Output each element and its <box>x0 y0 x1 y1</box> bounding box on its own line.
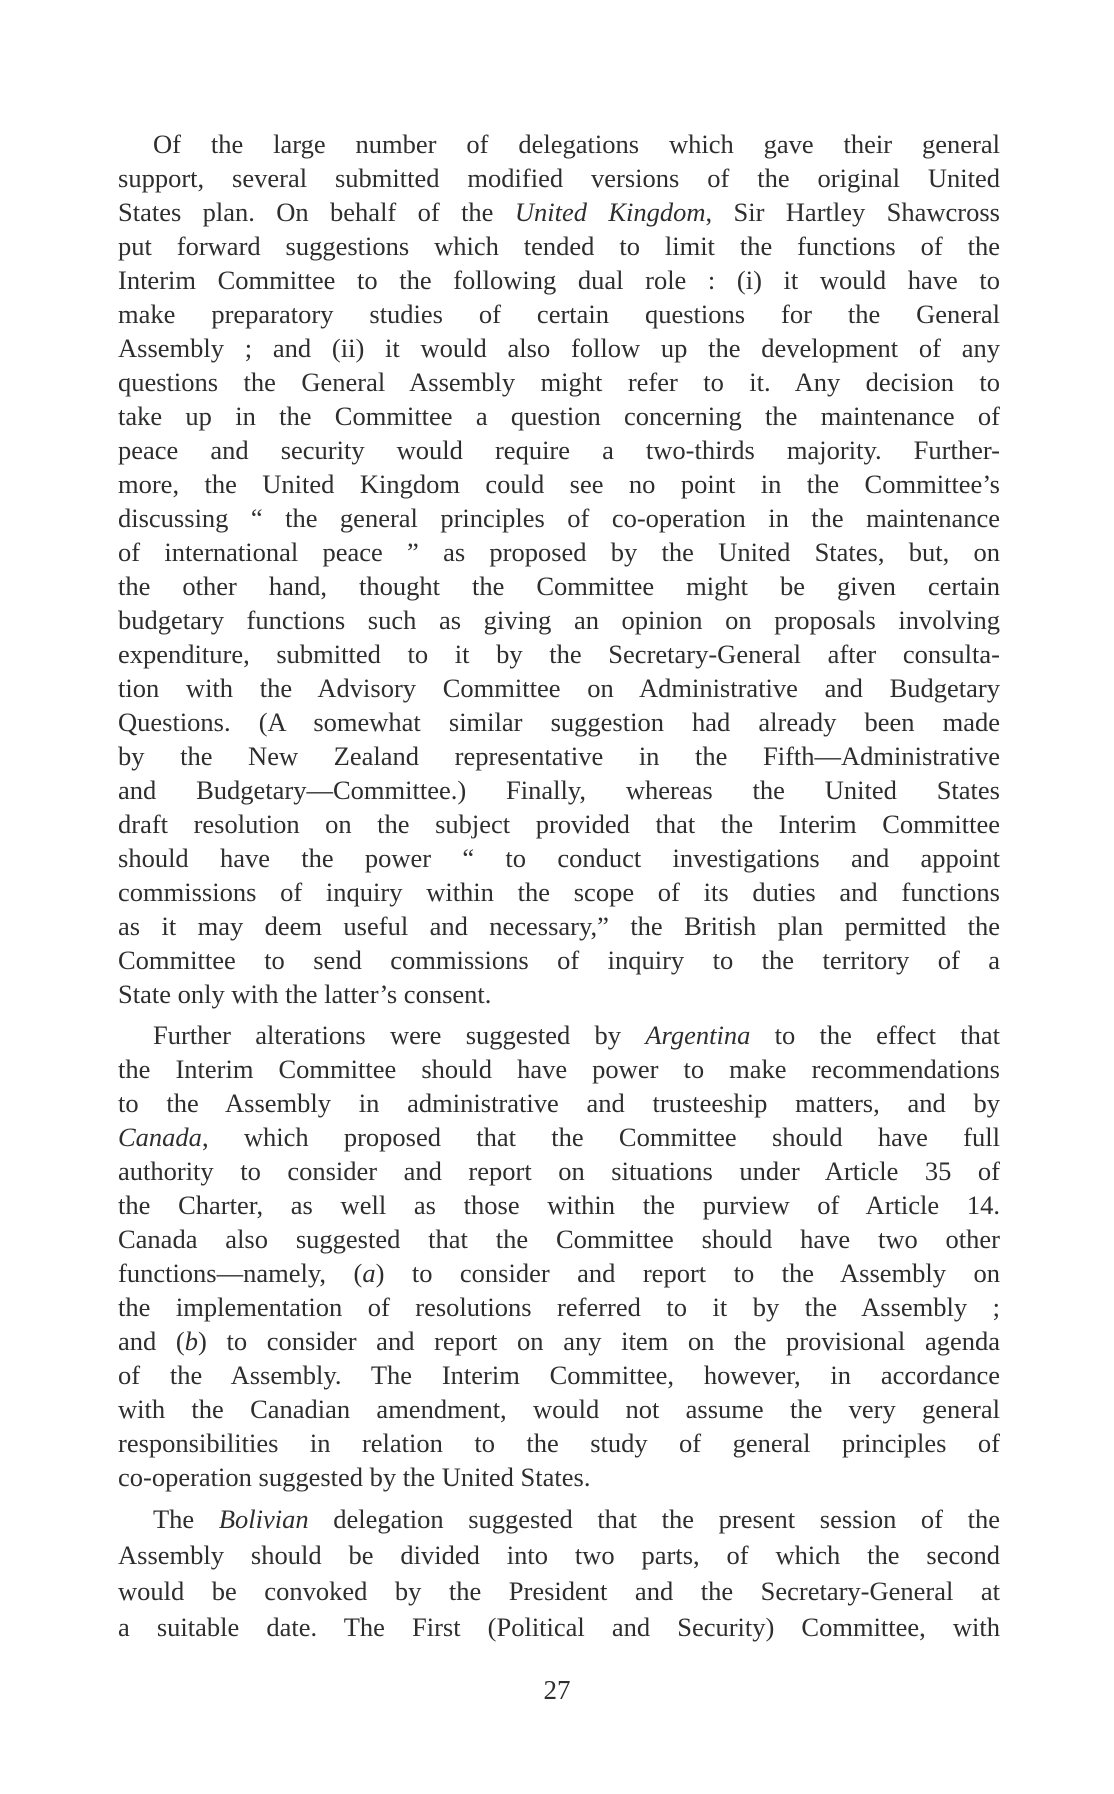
text-run: Interim Committee to the following dual role : (i) it would have to <box>118 265 1000 295</box>
text-line <box>118 1609 1000 1645</box>
text-line <box>118 875 1000 909</box>
text-run: responsibilities in relation to the study of general principles of <box>118 1428 1000 1458</box>
text-line <box>118 1018 1000 1052</box>
text-run: to the Assembly in administrative and trusteeship matters, and by <box>118 1088 1000 1118</box>
text-run: take up in the Committee a question concerning the maintenance of <box>118 401 1000 431</box>
text-run: authority to consider and report on situations under Article 35 of <box>118 1156 1000 1186</box>
text-run: with the Canadian amendment, would not assume the very general <box>118 1394 1000 1424</box>
text-line <box>118 637 1000 671</box>
text-line <box>118 229 1000 263</box>
italic-text: Argentina <box>645 1020 751 1050</box>
text-run: State only with the latter’s consent. <box>118 979 492 1009</box>
text-run: draft resolution on the subject provided that the Interim Committee <box>118 809 1000 839</box>
text-run: the implementation of resolutions referred to it by the Assembly ; <box>118 1292 1000 1322</box>
text-line <box>118 1358 1000 1392</box>
text-line <box>118 705 1000 739</box>
text-run: as it may deem useful and necessary,” the British plan permitted the <box>118 911 1000 941</box>
text-run: functions—namely, ( <box>118 1258 363 1288</box>
text-line <box>118 1120 1000 1154</box>
text-run: to the effect that <box>750 1020 1001 1050</box>
text-run: States plan. On behalf of the <box>118 197 515 227</box>
text-line <box>118 535 1000 569</box>
text-line <box>118 1460 1000 1494</box>
italic-text: Bolivian <box>218 1504 309 1534</box>
text-line <box>118 195 1000 229</box>
text-run: ) to consider and report to the Assembly on <box>375 1258 1000 1288</box>
text-line <box>118 909 1000 943</box>
text-line <box>118 841 1000 875</box>
text-line <box>118 365 1000 399</box>
text-line <box>118 127 1000 161</box>
text-run: budgetary functions such as giving an opinion on proposals involving <box>118 605 1000 635</box>
text-run: and Budgetary—Committee.) Finally, whereas the United States <box>118 775 1000 805</box>
text-line <box>118 977 1000 1011</box>
text-run: The <box>153 1504 219 1534</box>
text-run: should have the power “ to conduct investigations and appoint <box>118 843 1000 873</box>
text-run: Canada also suggested that the Committee should have two other <box>118 1224 1000 1254</box>
text-line <box>118 671 1000 705</box>
text-run: a suitable date. The First (Political and Security) Committee, with <box>118 1612 1000 1642</box>
text-run: Committee to send commissions of inquiry to the territory of a <box>118 945 1000 975</box>
text-run: , which proposed that the Committee should have full <box>201 1122 1000 1152</box>
page-number: 27 <box>543 1675 571 1705</box>
text-run: peace and security would require a two-thirds majority. Further- <box>118 435 1000 465</box>
text-run: Of the large number of delegations which gave their general <box>153 129 1000 159</box>
text-line <box>118 263 1000 297</box>
paragraph-3 <box>118 1501 1000 1645</box>
text-run: Assembly should be divided into two parts, of which the second <box>118 1540 1000 1570</box>
text-line <box>118 1086 1000 1120</box>
text-run: the Charter, as well as those within the purview of Article 14. <box>118 1190 1000 1220</box>
italic-text: Canada <box>118 1122 202 1152</box>
text-line <box>118 467 1000 501</box>
text-line <box>118 1324 1000 1358</box>
text-line <box>118 569 1000 603</box>
text-run: of the Assembly. The Interim Committee, however, in accordance <box>118 1360 1000 1390</box>
text-line <box>118 1290 1000 1324</box>
text-run: ) to consider and report on any item on the provisional agenda <box>198 1326 1000 1356</box>
text-line <box>118 433 1000 467</box>
text-run: more, the United Kingdom could see no point in the Committee’s <box>118 469 1000 499</box>
text-line <box>118 807 1000 841</box>
text-line <box>118 1188 1000 1222</box>
text-line <box>118 1573 1000 1609</box>
text-run: support, several submitted modified versions of the original United <box>118 163 1000 193</box>
text-run: questions the General Assembly might refer to it. Any decision to <box>118 367 1000 397</box>
italic-text: a <box>362 1258 376 1288</box>
text-line <box>118 501 1000 535</box>
text-run: expenditure, submitted to it by the Secretary-General after consulta- <box>118 639 1000 669</box>
text-run: the Interim Committee should have power to make recommendations <box>118 1054 1000 1084</box>
text-run: make preparatory studies of certain questions for the General <box>118 299 1000 329</box>
text-line <box>118 1256 1000 1290</box>
text-line <box>118 773 1000 807</box>
text-line <box>118 739 1000 773</box>
text-run: by the New Zealand representative in the Fifth—Administrative <box>118 741 1000 771</box>
text-run: put forward suggestions which tended to limit the functions of the <box>118 231 1000 261</box>
text-run: the other hand, thought the Committee might be given certain <box>118 571 1000 601</box>
text-line <box>118 399 1000 433</box>
italic-text: b <box>184 1326 198 1356</box>
text-line <box>118 1052 1000 1086</box>
text-run: commissions of inquiry within the scope of its duties and functions <box>118 877 1000 907</box>
paragraph-1 <box>118 127 1000 1011</box>
italic-text: United Kingdom <box>514 197 706 227</box>
text-run: Assembly ; and (ii) it would also follow up the development of any <box>118 333 1000 363</box>
text-line <box>118 1222 1000 1256</box>
text-line <box>118 1426 1000 1460</box>
text-run: co-operation suggested by the United States. <box>118 1462 591 1492</box>
text-run: tion with the Advisory Committee on Administrative and Budgetary <box>118 673 1000 703</box>
text-run: of international peace ” as proposed by the United States, but, on <box>118 537 1000 567</box>
text-line <box>118 1392 1000 1426</box>
text-run: and ( <box>118 1326 185 1356</box>
text-line <box>118 331 1000 365</box>
text-line <box>118 1537 1000 1573</box>
text-line <box>118 161 1000 195</box>
text-run: , Sir Hartley Shawcross <box>705 197 1000 227</box>
text-run: delegation suggested that the present session of the <box>308 1504 1000 1534</box>
text-line <box>118 1154 1000 1188</box>
text-line <box>118 943 1000 977</box>
paragraph-2 <box>118 1018 1000 1494</box>
text-line <box>118 603 1000 637</box>
text-line <box>118 1501 1000 1537</box>
text-run: discussing “ the general principles of co-operation in the maintenance <box>118 503 1000 533</box>
text-run: Questions. (A somewhat similar suggestion had already been made <box>118 707 1000 737</box>
text-line <box>118 297 1000 331</box>
text-run: would be convoked by the President and the Secretary-General at <box>118 1576 1000 1606</box>
text-run: Further alterations were suggested by <box>153 1020 646 1050</box>
